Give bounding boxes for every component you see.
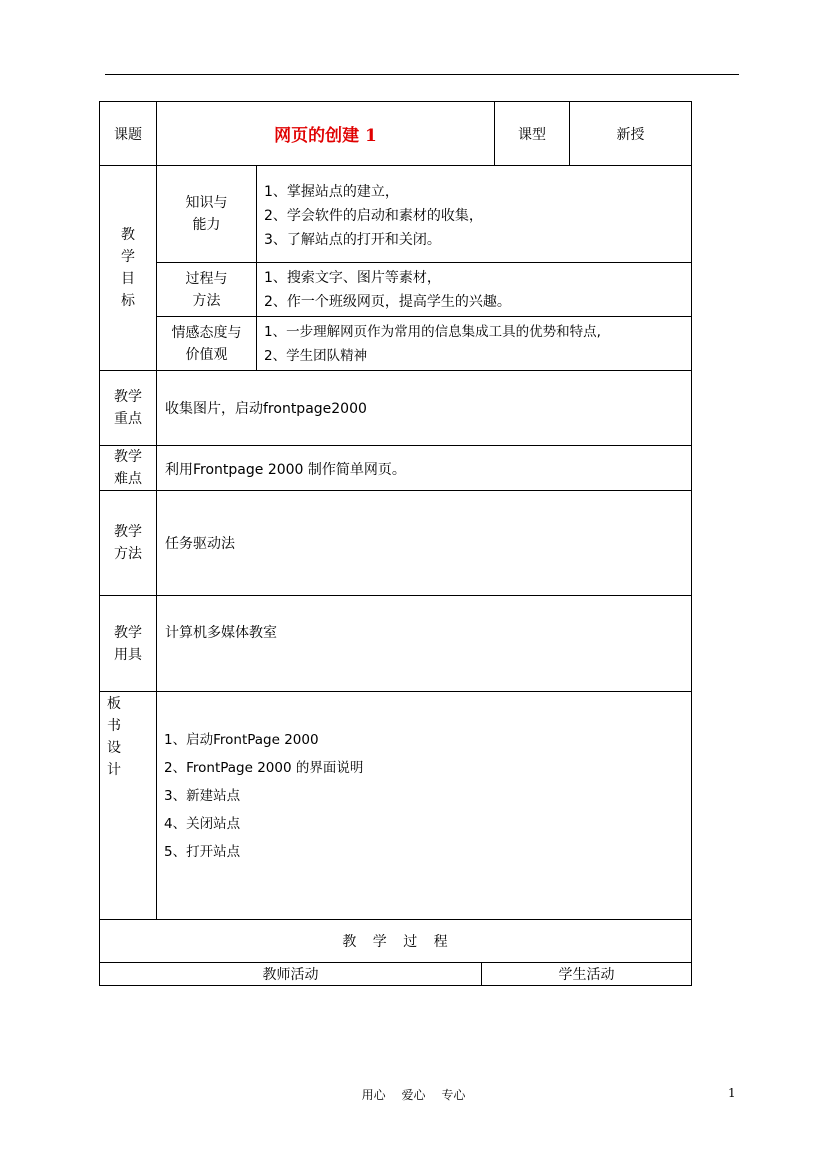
type-label: 课型 <box>518 126 546 143</box>
process-list <box>264 266 684 314</box>
list-item: 2、学会软件的启动和素材的收集， <box>264 208 483 224</box>
difficulties-value: 利用Frontpage 2000 制作简单网页。 <box>165 462 406 478</box>
type-value: 新授 <box>616 126 645 143</box>
board-label: 板 书 设 计 <box>107 696 121 778</box>
list-item: 5、打开站点 <box>164 844 241 860</box>
difficulties-label: 教学 难点 <box>114 449 142 487</box>
key-points-value: 收集图片，启动frontpage2000 <box>165 401 367 417</box>
teacher-activity-header: 教师活动 <box>262 967 319 983</box>
list-item: 2、学生团队精神 <box>264 348 368 364</box>
list-item: 2、FrontPage 2000 的界面说明 <box>164 760 364 776</box>
key-points-label: 教学 重点 <box>114 389 142 427</box>
list-item: 2、作一个班级网页，提高学生的兴趣。 <box>264 294 511 310</box>
knowledge-list <box>264 180 684 252</box>
process-header: 教 学 过 程 <box>342 934 449 950</box>
student-activity-header: 学生活动 <box>558 967 615 983</box>
list-item: 3、了解站点的打开和关闭。 <box>264 232 441 248</box>
methods-value: 任务驱动法 <box>165 536 235 552</box>
tools-label: 教学 用具 <box>114 624 142 663</box>
lesson-title: 网页的创建 1 <box>274 126 377 146</box>
objectives-label: 教 学 目 标 <box>121 227 135 309</box>
page-number: 1 <box>728 1086 736 1100</box>
process-label: 过程与 方法 <box>185 270 228 309</box>
page-footer: 用心 爱心 专心 <box>361 1088 466 1102</box>
topic-label: 课题 <box>114 126 142 143</box>
list-item: 3、新建站点 <box>164 788 241 804</box>
list-item: 1、搜索文字、图片等素材， <box>264 270 441 286</box>
board-list <box>164 726 684 866</box>
methods-label: 教学 方法 <box>114 524 142 562</box>
emotion-label: 情感态度与 价值观 <box>171 324 242 363</box>
list-item: 1、启动FrontPage 2000 <box>164 732 319 748</box>
list-item: 4、关闭站点 <box>164 816 241 832</box>
list-item: 1、掌握站点的建立， <box>264 184 399 200</box>
knowledge-label: 知识与 能力 <box>185 195 228 233</box>
emotion-list <box>264 320 688 368</box>
list-item: 1、一步理解网页作为常用的信息集成工具的优势和特点, <box>264 324 601 340</box>
header-rule <box>105 74 739 75</box>
tools-value: 计算机多媒体教室 <box>165 625 277 641</box>
